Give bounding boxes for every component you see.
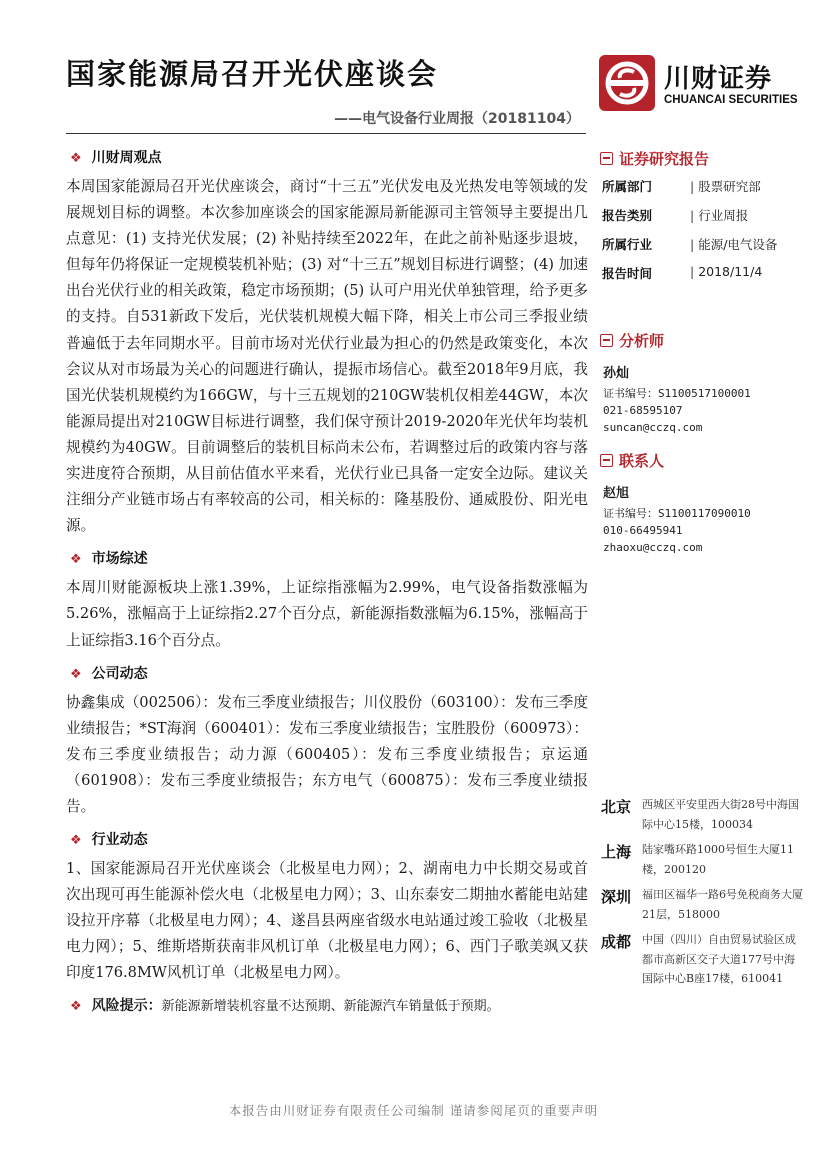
info-row-industry: 所属行业 | 能源/电气设备	[600, 230, 800, 259]
office-shanghai: 上海 陆家嘴环路1000号恒生大厦11楼，200120	[601, 843, 794, 876]
diamond-bullet-icon: ❖	[70, 151, 82, 166]
logo-chinese-name: 川财证券	[664, 64, 773, 94]
market-paragraph: 本周川财能源板块上涨1.39%，上证综指涨幅为2.99%，电气设备指数涨幅为5.26%，涨幅高于上证综指2.27个百分点，新能源指数涨幅为6.15%，涨幅高于上证综指3.16个百分点。	[66, 579, 588, 649]
analyst-name: 孙灿	[603, 366, 630, 381]
contact-phone: 010-66495941	[603, 524, 683, 537]
contact-email[interactable]: zhaoxu@cczq.com	[603, 541, 703, 554]
report-subtitle: ——电气设备行业周报（20181104）	[334, 111, 580, 127]
section-heading-view: ❖ 川财周观点	[70, 150, 162, 166]
section-square-icon	[600, 334, 613, 347]
section-heading-company: ❖ 公司动态	[70, 665, 148, 682]
office-beijing: 北京 西城区平安里西大街28号中海国际中心15楼，100034	[601, 798, 799, 831]
office-chengdu: 成都 中国（四川）自由贸易试验区成都市高新区交子大道177号中海国际中心B座17楼，610041	[601, 933, 796, 985]
company-paragraph: 协鑫集成（002506）：发布三季度业绩报告；川仪股份（603100）：发布三季度业绩报告；*ST海润（600401）：发布三季度业绩报告；宝胜股份（600973）：发布三季度业绩报告；动力源（600405）：发布三季度业绩报告；京运通（601908）：发布三季度业绩报告；东方电气（600875）：发布三季度业绩报告。	[66, 693, 588, 815]
contact-heading: 联系人	[600, 448, 800, 474]
main-content	[66, 146, 588, 1018]
report-title: 国家能源局召开光伏座谈会	[66, 57, 439, 91]
logo-english-name: CHUANCAI SECURITIES	[664, 94, 798, 106]
analyst-cert: 证书编号：S1100517100001	[603, 387, 751, 400]
section-heading-market: ❖ 市场综述	[70, 551, 148, 568]
report-info-heading: 证券研究报告	[600, 146, 800, 172]
section-heading-industry: ❖ 行业动态	[70, 832, 148, 849]
diamond-bullet-icon: ❖	[70, 998, 82, 1014]
chuancai-logo-icon	[598, 54, 656, 112]
risk-warning: ❖ 风险提示：新能源新增装机容量不达预期、新能源汽车销量低于预期。	[70, 997, 500, 1014]
analyst-email[interactable]: suncan@cczq.com	[603, 421, 703, 434]
section-square-icon	[600, 152, 613, 165]
diamond-bullet-icon: ❖	[70, 552, 82, 568]
info-row-date: 报告时间 | 2018/11/4	[600, 259, 800, 288]
info-row-category: 报告类别 | 行业周报	[600, 201, 800, 230]
analyst-phone: 021-68595107	[603, 404, 683, 417]
section-square-icon	[600, 454, 613, 467]
sidebar	[600, 146, 800, 556]
office-addresses	[600, 795, 805, 995]
diamond-bullet-icon: ❖	[70, 833, 82, 849]
diamond-bullet-icon: ❖	[70, 666, 82, 682]
footer-disclaimer: 本报告由川财证券有限责任公司编制 谨请参阅尾页的重要声明	[228, 1103, 599, 1118]
office-shenzhen: 深圳 福田区福华一路6号免税商务大厦21层，518000	[601, 888, 803, 921]
contact-name: 赵旭	[603, 486, 630, 501]
industry-paragraph: 1、国家能源局召开光伏座谈会（北极星电力网）；2、湖南电力中长期交易或首次出现可再生能源补偿火电（北极星电力网）；3、山东泰安二期抽水蓄能电站建设拉开序幕（北极星电力网）；4、遂昌县两座省级水电站通过竣工验收（北极星电力网）；5、维斯塔斯获南非风机订单（北极星电力网）；6、西门子歌美飒又获印度176.8MW风机订单（北极星电力网）。	[66, 860, 588, 982]
view-paragraph: 本周国家能源局召开光伏座谈会，商讨“十三五”光伏发电及光热发电等领域的发展规划目标的调整。本次参加座谈会的国家能源局新能源司主管领导主要提出几点意见：(1) 支持光伏发展；(2) 补贴持续至2022年，在此之前补贴逐步退坡，但每年仍将保证一定规模装机补贴；(3) 对“十三五”规划目标进行调整；(4) 加速出台光伏行业的相关政策，稳定市场预期；(5) 认可户用光伏单独管理，给予更多的支持。自531新政下发后，光伏装机规模大幅下降，相关上市公司三季报业绩普遍低于去年同期水平。目前市场对光伏行业最为担心的仍然是政策变化，本次会议从对市场最为关心的问题进行确认，提振市场信心。截至2018年9月底，我国光伏装机规模约为166GW，与十三五规划的210GW装机仅相差44GW，本次能源局提出对210GW目标进行调整，我们保守预计2019-2020年光伏年均装机规模约为40GW。目前调整后的装机目标尚未公布，若调整过后的政策内容与落实进度符合预期，从目前估值水平来看，光伏行业已具备一定安全边际。建议关注细分产业链市场占有率较高的公司，相关标的：隆基股份、通威股份、阳光电源。	[66, 178, 588, 535]
header-divider	[66, 133, 586, 134]
contact-cert: 证书编号：S1100117090010	[603, 507, 751, 520]
analyst-heading: 分析师	[600, 328, 800, 354]
info-row-department: 所属部门 | 股票研究部	[600, 172, 800, 201]
